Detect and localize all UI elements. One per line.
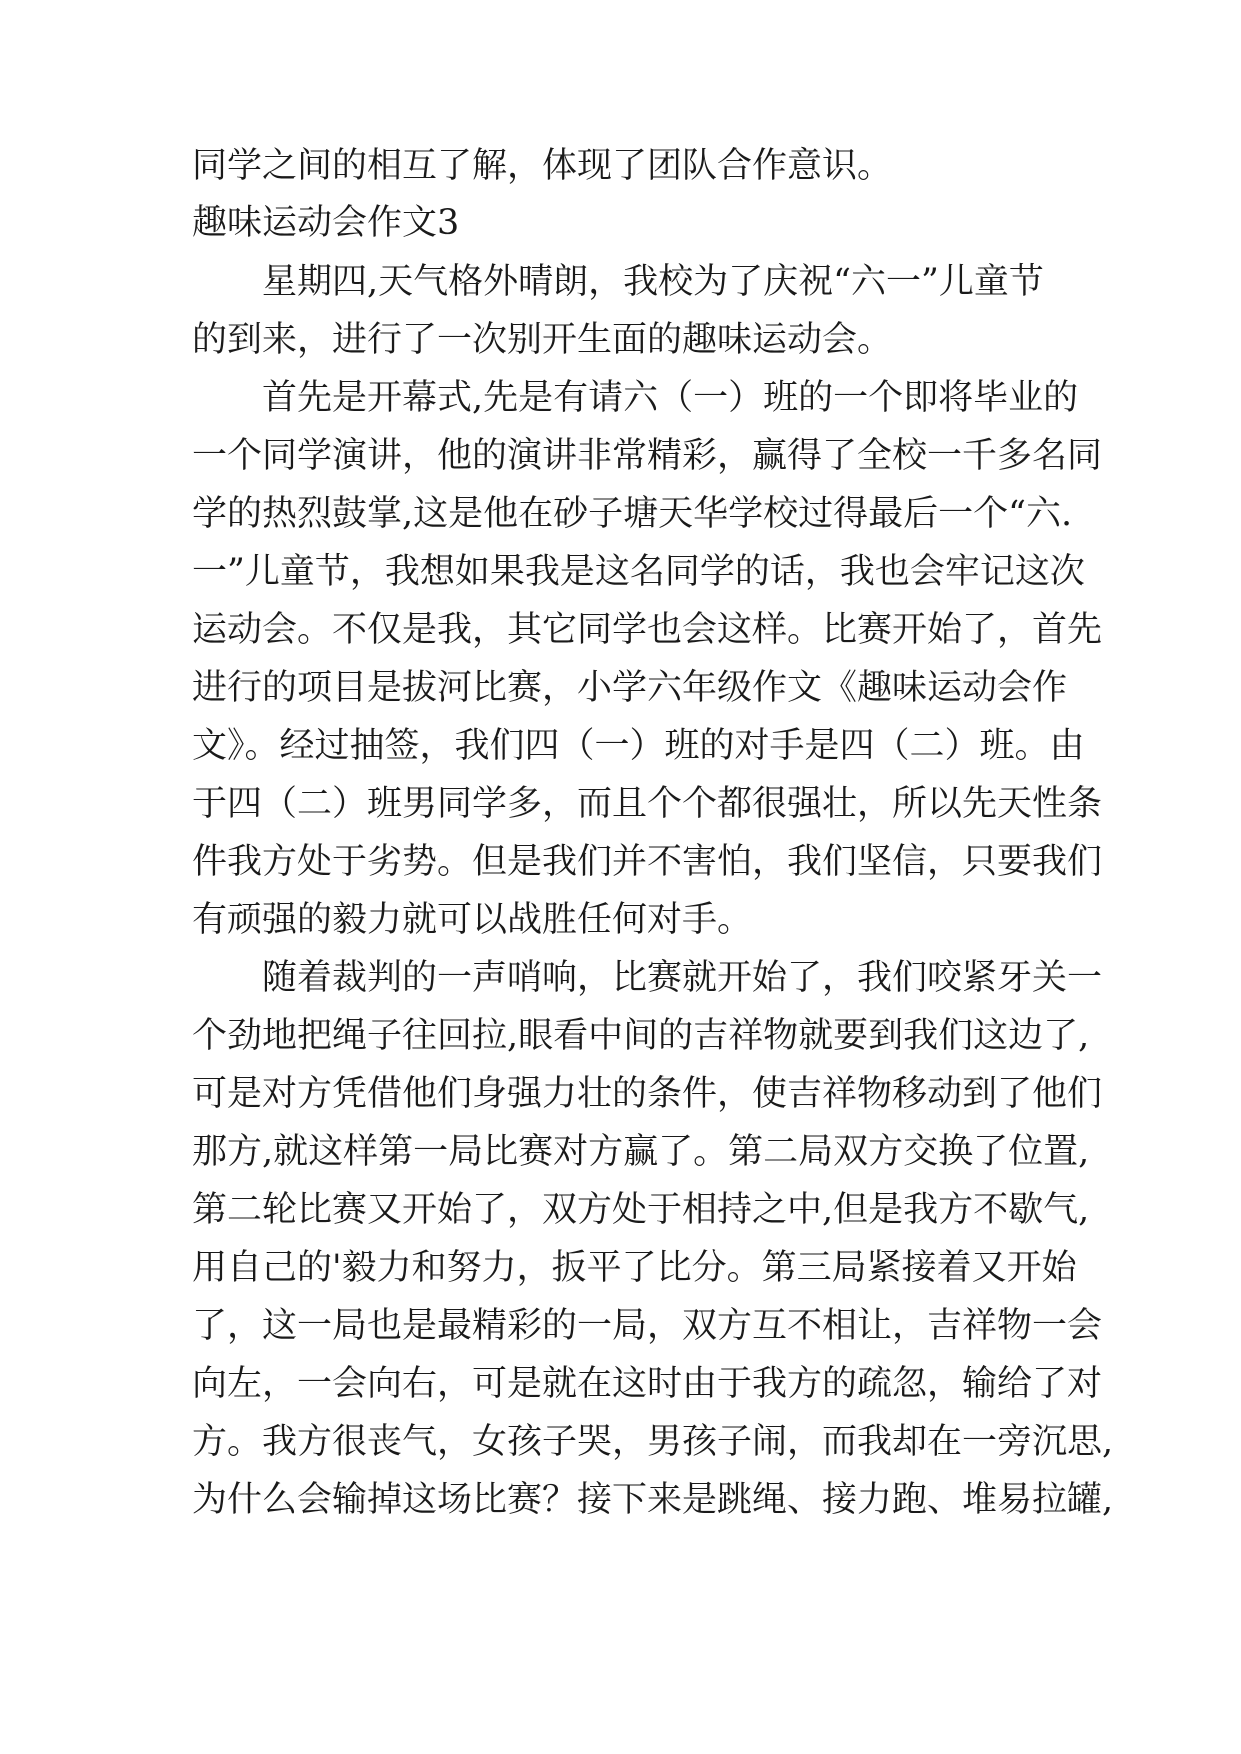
text-line: 同学之间的相互了解，体现了团队合作意识。 [192,146,893,186]
text-line: 那方,就这样第一局比赛对方赢了。第二局双方交换了位置, [192,1132,1090,1172]
text-line: 一个同学演讲，他的演讲非常精彩，赢得了全校一千多名同 [192,436,1103,476]
text-line: 第二轮比赛又开始了，双方处于相持之中,但是我方不歇气, [192,1190,1090,1230]
section-heading: 趣味运动会作文3 [192,203,460,243]
text-line: 了，这一局也是最精彩的一局，双方互不相让，吉祥物一会 [192,1306,1103,1346]
text-line: 首先是开幕式,先是有请六（一）班的一个即将毕业的 [262,378,1079,418]
text-line: 运动会。不仅是我，其它同学也会这样。比赛开始了，首先 [192,610,1103,650]
text-line: 件我方处于劣势。但是我们并不害怕，我们坚信，只要我们 [192,842,1103,882]
text-line: 为什么会输掉这场比赛？接下来是跳绳、接力跑、堆易拉罐, [192,1480,1114,1520]
text-line: 可是对方凭借他们身强力壮的条件，使吉祥物移动到了他们 [192,1074,1103,1114]
text-line: 个劲地把绳子往回拉,眼看中间的吉祥物就要到我们这边了, [192,1016,1090,1056]
text-line: 学的热烈鼓掌,这是他在砂子塘天华学校过得最后一个“六. [192,494,1073,534]
text-line: 有顽强的毅力就可以战胜任何对手。 [192,900,753,940]
text-line: 的到来，进行了一次别开生面的趣味运动会。 [192,320,893,360]
text-line: 文》。经过抽签，我们四（一）班的对手是四（二）班。由 [192,726,1085,766]
text-line: 用自己的'毅力和努力，扳平了比分。第三局紧接着又开始 [192,1248,1077,1288]
text-line: 向左，一会向右，可是就在这时由于我方的疏忽，输给了对 [192,1364,1103,1404]
text-line: 于四（二）班男同学多，而且个个都很强壮，所以先天性条 [192,784,1103,824]
text-line: 一”儿童节，我想如果我是这名同学的话，我也会牢记这次 [192,552,1085,592]
text-line: 进行的项目是拔河比赛，小学六年级作文《趣味运动会作 [192,668,1068,708]
text-line: 星期四,天气格外晴朗，我校为了庆祝“六一”儿童节 [262,262,1044,302]
text-line: 方。我方很丧气，女孩子哭，男孩子闹，而我却在一旁沉思, [192,1422,1114,1462]
text-line: 随着裁判的一声哨响，比赛就开始了，我们咬紧牙关一 [262,958,1103,998]
